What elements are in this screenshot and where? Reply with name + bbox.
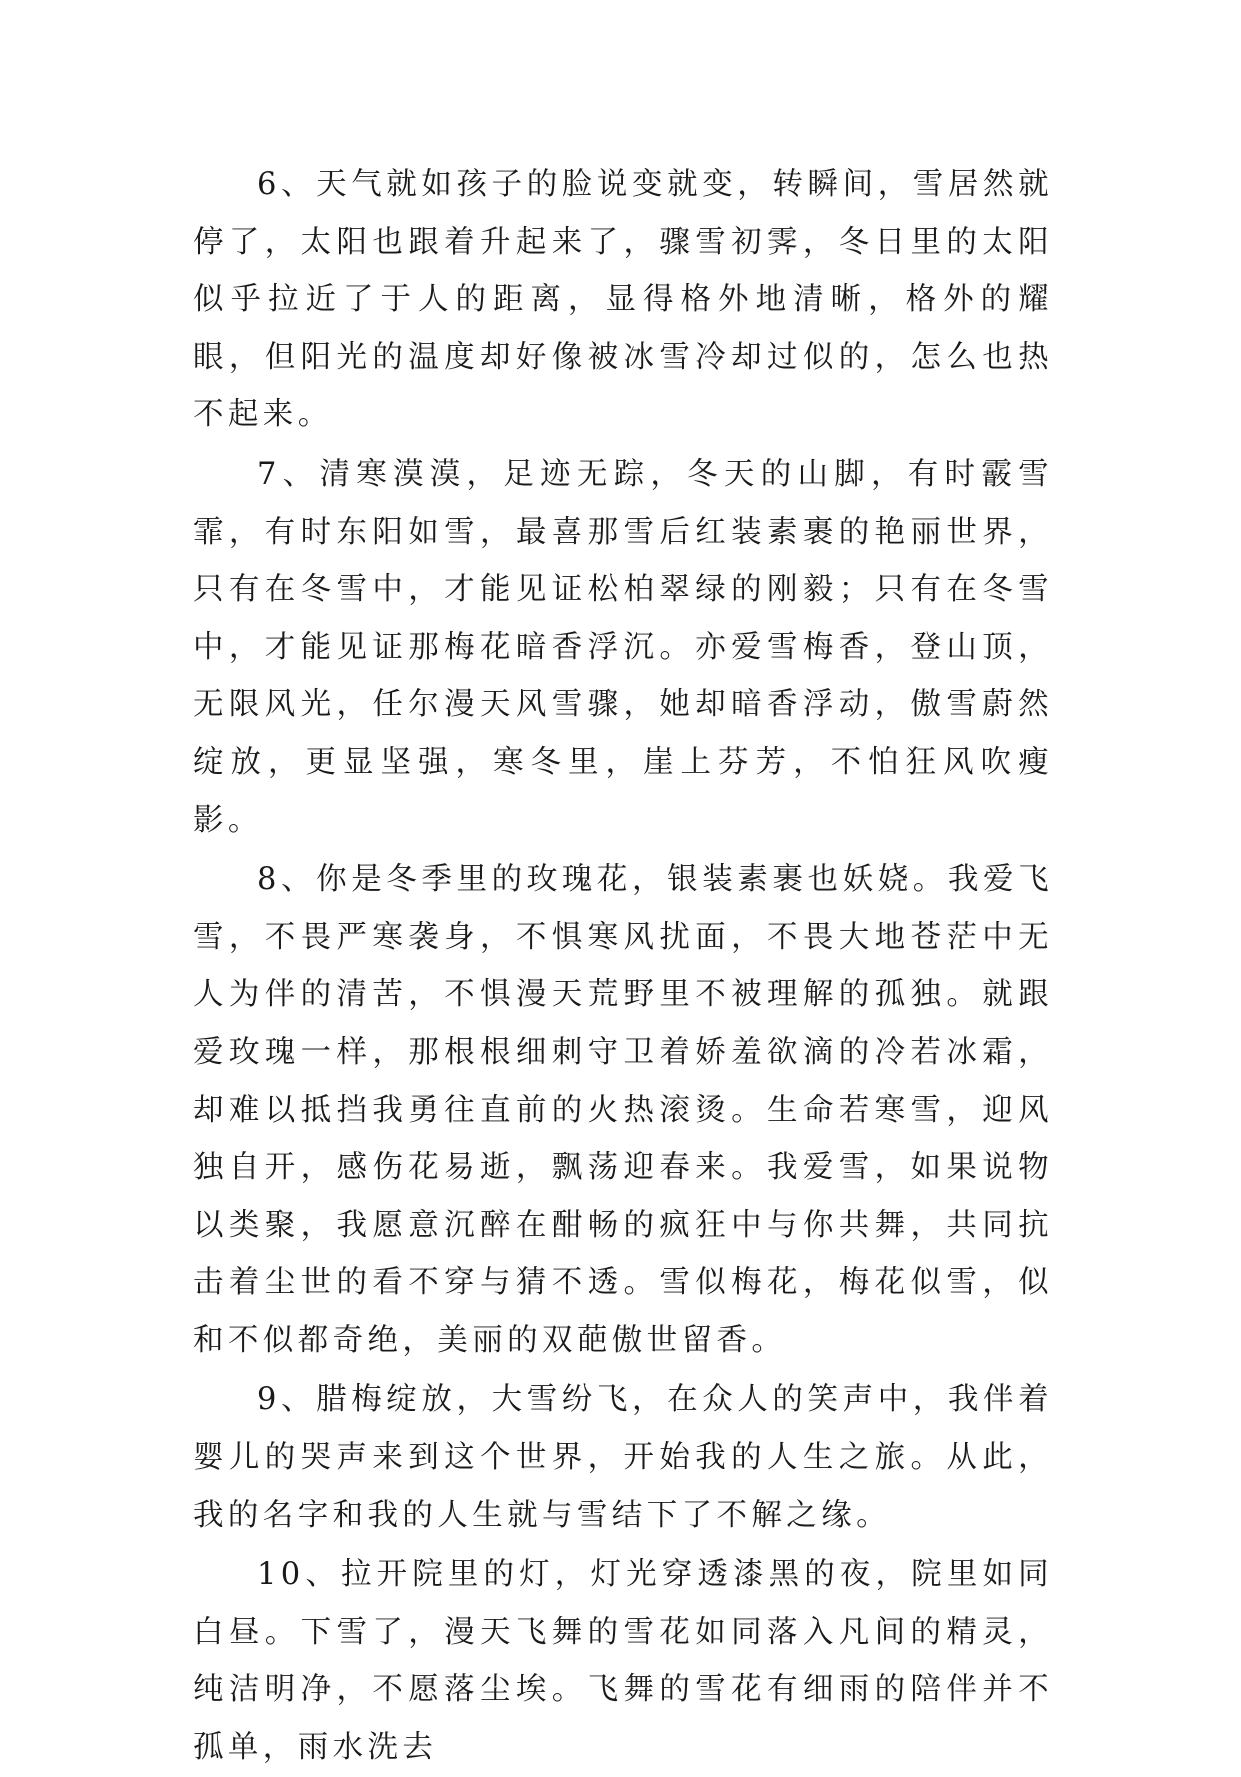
paragraph-7: 7、清寒漠漠，足迹无踪，冬天的山脚，有时霰雪霏，有时东阳如雪，最喜那雪后红装素裹的艳丽世界，只有在冬雪中，才能见证松柏翠绿的刚毅；只有在冬雪中，才能见证那梅花暗香浮沉。亦爱雪梅香，登山顶，无限风光，任尔漫天风雪骤，她却暗香浮动，傲雪蔚然绽放，更显坚强，寒冬里，崖上芬芳，不怕狂风吹瘦影。: [193, 456, 1053, 838]
paragraph-9: 9、腊梅绽放，大雪纷飞，在众人的笑声中，我伴着婴儿的哭声来到这个世界，开始我的人生之旅。从此，我的名字和我的人生就与雪结下了不解之缘。: [193, 1382, 1053, 1533]
paragraph-6: 6、天气就如孩子的脸说变就变，转瞬间，雪居然就停了，太阳也跟着升起来了，骤雪初霁，冬日里的太阳似乎拉近了于人的距离，显得格外地清晰，格外的耀眼，但阳光的温度却好像被冰雪冷却过似的，怎么也热不起来。: [193, 167, 1053, 433]
document-body: [193, 156, 1053, 1777]
paragraph-8: 8、你是冬季里的玫瑰花，银装素裹也妖娆。我爱飞雪，不畏严寒袭身，不惧寒风扰面，不畏大地苍茫中无人为伴的清苦，不惧漫天荒野里不被理解的孤独。就跟爱玫瑰一样，那根根细刺守卫着娇羞欲滴的冷若冰霜，却难以抵挡我勇往直前的火热滚烫。生命若寒雪，迎风独自开，感伤花易逝，飘荡迎春来。我爱雪，如果说物以类聚，我愿意沉醉在酣畅的疯狂中与你共舞，共同抗击着尘世的看不穿与猜不透。雪似梅花，梅花似雪，似和不似都奇绝，美丽的双葩傲世留香。: [193, 862, 1053, 1358]
paragraph-10: 10、拉开院里的灯，灯光穿透漆黑的夜，院里如同白昼。下雪了，漫天飞舞的雪花如同落入凡间的精灵，纯洁明净，不愿落尘埃。飞舞的雪花有细雨的陪伴并不孤单，雨水洗去: [193, 1557, 1053, 1766]
